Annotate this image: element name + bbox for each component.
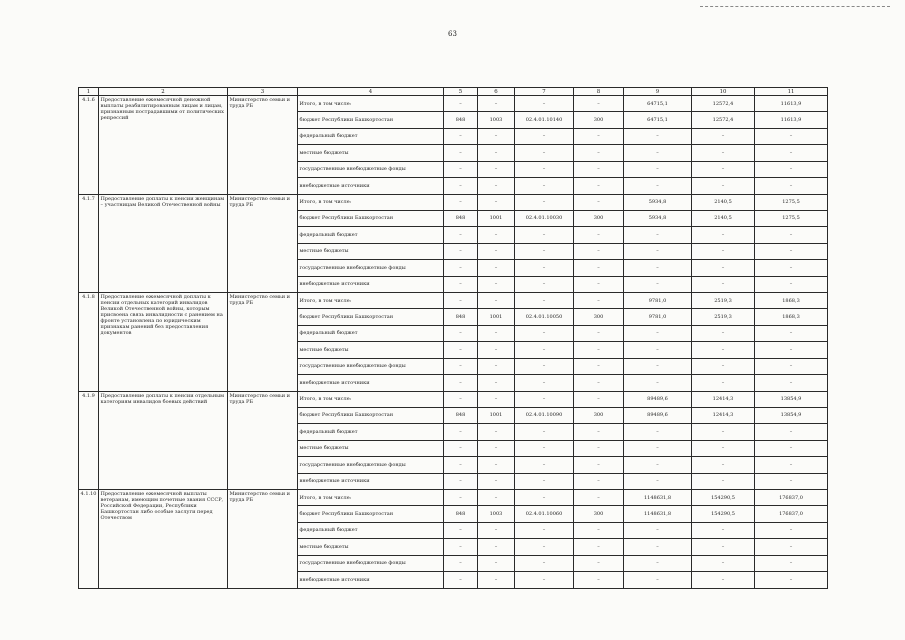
value-cell: – (574, 539, 624, 556)
top-rule (700, 6, 890, 7)
value-cell: – (574, 96, 624, 112)
value-cell: – (755, 161, 828, 178)
value-cell: 300 (574, 210, 624, 227)
value-cell: – (692, 260, 755, 277)
value-cell: – (574, 424, 624, 441)
funding-source: Итого, в том числе: (298, 293, 444, 309)
value-cell: – (444, 522, 478, 539)
value-cell: 12572,4 (692, 112, 755, 129)
value-cell: – (755, 243, 828, 260)
value-cell: – (478, 260, 515, 277)
table-row (79, 391, 828, 407)
value-cell: 1275,5 (755, 210, 828, 227)
value-cell: – (574, 391, 624, 407)
column-number-row (79, 88, 828, 96)
value-cell: 64715,1 (624, 112, 692, 129)
value-cell: – (574, 260, 624, 277)
value-cell: – (624, 227, 692, 244)
funding-source: государственные внебюджетные фонды (298, 260, 444, 277)
value-cell: 2140,5 (692, 194, 755, 210)
item-name: Предоставление доплаты к пенсии женщинам – участницам Великой Отечественной войны (99, 194, 228, 293)
funding-source: федеральный бюджет (298, 128, 444, 145)
item-organization: Министерство семьи и труда РБ (228, 391, 298, 490)
value-cell: – (444, 145, 478, 162)
value-cell: – (574, 178, 624, 195)
funding-source: государственные внебюджетные фонды (298, 358, 444, 375)
funding-source: местные бюджеты (298, 243, 444, 260)
value-cell: – (478, 161, 515, 178)
column-number: 5 (444, 88, 478, 96)
item-code: 4.1.7 (79, 194, 99, 293)
value-cell: – (692, 342, 755, 359)
value-cell: – (574, 555, 624, 572)
value-cell: – (624, 539, 692, 556)
funding-source: внебюджетные источники (298, 473, 444, 490)
value-cell: 02.4.01.10090 (515, 407, 574, 424)
funding-source: бюджет Республики Башкортостан (298, 112, 444, 129)
table-row (79, 96, 828, 112)
value-cell: – (515, 555, 574, 572)
value-cell: – (478, 572, 515, 589)
value-cell: – (755, 473, 828, 490)
value-cell: – (624, 178, 692, 195)
funding-source: местные бюджеты (298, 145, 444, 162)
funding-source: местные бюджеты (298, 539, 444, 556)
value-cell: – (444, 490, 478, 506)
value-cell: – (515, 178, 574, 195)
value-cell: – (478, 522, 515, 539)
budget-table (78, 87, 828, 589)
value-cell: – (624, 358, 692, 375)
value-cell: 1003 (478, 112, 515, 129)
value-cell: – (692, 539, 755, 556)
funding-source: местные бюджеты (298, 440, 444, 457)
column-number: 4 (298, 88, 444, 96)
value-cell: – (755, 276, 828, 293)
value-cell: – (755, 145, 828, 162)
value-cell: – (478, 457, 515, 474)
item-code: 4.1.9 (79, 391, 99, 490)
item-name: Предоставление ежемесячной выплаты ветеранам, имеющим почетные звания СССР, Российской Федерации, Республики Башкортостан либо особые заслуги перед Отечеством (99, 490, 228, 589)
value-cell: 12414,3 (692, 391, 755, 407)
value-cell: – (515, 358, 574, 375)
column-number: 11 (755, 88, 828, 96)
value-cell: – (478, 145, 515, 162)
value-cell: 11613,9 (755, 96, 828, 112)
value-cell: – (692, 243, 755, 260)
value-cell: – (624, 440, 692, 457)
value-cell: – (755, 555, 828, 572)
value-cell: – (624, 522, 692, 539)
value-cell: – (444, 227, 478, 244)
item-code: 4.1.6 (79, 96, 99, 195)
value-cell: 1001 (478, 309, 515, 326)
item-organization: Министерство семьи и труда РБ (228, 490, 298, 589)
value-cell: – (574, 194, 624, 210)
value-cell: – (444, 473, 478, 490)
funding-source: Итого, в том числе: (298, 490, 444, 506)
value-cell: 89489,6 (624, 391, 692, 407)
column-number: 9 (624, 88, 692, 96)
value-cell: – (755, 424, 828, 441)
value-cell: 176837,0 (755, 506, 828, 523)
item-name: Предоставление ежемесячной денежной выплаты реабилитированным лицам и лицам, признанным пострадавшими от политических репрессий (99, 96, 228, 195)
value-cell: – (478, 424, 515, 441)
funding-source: государственные внебюджетные фонды (298, 555, 444, 572)
column-number: 10 (692, 88, 755, 96)
value-cell: – (444, 440, 478, 457)
value-cell: – (574, 145, 624, 162)
value-cell: 12414,3 (692, 407, 755, 424)
value-cell: – (515, 440, 574, 457)
value-cell: – (755, 358, 828, 375)
value-cell: 89489,6 (624, 407, 692, 424)
value-cell: – (515, 128, 574, 145)
funding-source: внебюджетные источники (298, 375, 444, 392)
value-cell: – (692, 325, 755, 342)
funding-source: бюджет Республики Башкортостан (298, 309, 444, 326)
value-cell: – (444, 375, 478, 392)
value-cell: – (478, 96, 515, 112)
value-cell: – (692, 522, 755, 539)
value-cell: – (574, 473, 624, 490)
value-cell: – (755, 572, 828, 589)
table-row (79, 490, 828, 506)
value-cell: 02.4.01.10140 (515, 112, 574, 129)
item-organization: Министерство семьи и труда РБ (228, 96, 298, 195)
funding-source: бюджет Республики Башкортостан (298, 210, 444, 227)
value-cell: 848 (444, 506, 478, 523)
funding-source: государственные внебюджетные фонды (298, 161, 444, 178)
value-cell: 2519,3 (692, 293, 755, 309)
funding-source: федеральный бюджет (298, 227, 444, 244)
value-cell: – (574, 293, 624, 309)
value-cell: – (444, 391, 478, 407)
column-number: 6 (478, 88, 515, 96)
value-cell: – (574, 457, 624, 474)
value-cell: – (444, 572, 478, 589)
value-cell: – (692, 145, 755, 162)
value-cell: 300 (574, 309, 624, 326)
value-cell: 848 (444, 309, 478, 326)
value-cell: – (515, 490, 574, 506)
value-cell: – (444, 358, 478, 375)
value-cell: – (574, 572, 624, 589)
value-cell: – (755, 457, 828, 474)
value-cell: – (515, 243, 574, 260)
value-cell: – (515, 325, 574, 342)
value-cell: – (515, 457, 574, 474)
value-cell: 64715,1 (624, 96, 692, 112)
value-cell: – (624, 375, 692, 392)
value-cell: – (692, 424, 755, 441)
value-cell: – (515, 260, 574, 277)
value-cell: – (624, 260, 692, 277)
value-cell: 1001 (478, 210, 515, 227)
value-cell: – (515, 96, 574, 112)
value-cell: 300 (574, 407, 624, 424)
value-cell: – (574, 375, 624, 392)
value-cell: 154290,5 (692, 506, 755, 523)
value-cell: – (574, 342, 624, 359)
value-cell: – (515, 391, 574, 407)
value-cell: – (624, 325, 692, 342)
value-cell: 154290,5 (692, 490, 755, 506)
value-cell: 848 (444, 407, 478, 424)
funding-source: бюджет Республики Башкортостан (298, 407, 444, 424)
value-cell: – (444, 424, 478, 441)
value-cell: – (515, 276, 574, 293)
value-cell: 176837,0 (755, 490, 828, 506)
value-cell: – (755, 522, 828, 539)
value-cell: – (624, 555, 692, 572)
value-cell: – (444, 96, 478, 112)
funding-source: внебюджетные источники (298, 276, 444, 293)
item-organization: Министерство семьи и труда РБ (228, 194, 298, 293)
value-cell: – (624, 145, 692, 162)
value-cell: – (478, 555, 515, 572)
value-cell: 12572,4 (692, 96, 755, 112)
value-cell: – (692, 457, 755, 474)
value-cell: – (624, 161, 692, 178)
value-cell: – (692, 440, 755, 457)
funding-source: внебюджетные источники (298, 572, 444, 589)
value-cell: 2140,5 (692, 210, 755, 227)
value-cell: – (574, 276, 624, 293)
value-cell: – (444, 243, 478, 260)
value-cell: – (574, 128, 624, 145)
value-cell: 1868,3 (755, 309, 828, 326)
value-cell: – (692, 555, 755, 572)
value-cell: – (444, 342, 478, 359)
value-cell: – (692, 276, 755, 293)
value-cell: 848 (444, 112, 478, 129)
value-cell: 11613,9 (755, 112, 828, 129)
value-cell: – (624, 276, 692, 293)
column-number: 1 (79, 88, 99, 96)
value-cell: – (755, 260, 828, 277)
funding-source: Итого, в том числе: (298, 96, 444, 112)
value-cell: – (574, 358, 624, 375)
value-cell: – (755, 342, 828, 359)
value-cell: – (444, 293, 478, 309)
value-cell: – (515, 375, 574, 392)
value-cell: 02.4.01.10030 (515, 210, 574, 227)
value-cell: 5934,8 (624, 210, 692, 227)
value-cell: – (444, 539, 478, 556)
value-cell: – (755, 178, 828, 195)
value-cell: 300 (574, 112, 624, 129)
value-cell: 13854,9 (755, 391, 828, 407)
value-cell: 1148631,8 (624, 506, 692, 523)
column-number: 7 (515, 88, 574, 96)
value-cell: – (574, 243, 624, 260)
value-cell: 1148631,8 (624, 490, 692, 506)
value-cell: – (478, 440, 515, 457)
value-cell: – (515, 342, 574, 359)
value-cell: 9781,0 (624, 293, 692, 309)
funding-source: местные бюджеты (298, 342, 444, 359)
funding-source: федеральный бюджет (298, 522, 444, 539)
value-cell: 02.4.01.10060 (515, 506, 574, 523)
value-cell: – (478, 227, 515, 244)
value-cell: – (444, 194, 478, 210)
value-cell: – (692, 128, 755, 145)
value-cell: – (755, 128, 828, 145)
value-cell: 13854,9 (755, 407, 828, 424)
funding-source: федеральный бюджет (298, 325, 444, 342)
value-cell: – (515, 424, 574, 441)
value-cell: 300 (574, 506, 624, 523)
value-cell: – (478, 325, 515, 342)
funding-source: внебюджетные источники (298, 178, 444, 195)
value-cell: 848 (444, 210, 478, 227)
value-cell: – (755, 539, 828, 556)
value-cell: – (478, 473, 515, 490)
value-cell: – (755, 375, 828, 392)
value-cell: – (478, 293, 515, 309)
value-cell: – (624, 342, 692, 359)
table-row (79, 194, 828, 210)
value-cell: – (624, 457, 692, 474)
value-cell: 1868,3 (755, 293, 828, 309)
value-cell: – (478, 375, 515, 392)
value-cell: – (515, 572, 574, 589)
value-cell: 1275,5 (755, 194, 828, 210)
value-cell: 1001 (478, 407, 515, 424)
value-cell: – (478, 358, 515, 375)
funding-source: Итого, в том числе: (298, 194, 444, 210)
value-cell: – (478, 342, 515, 359)
value-cell: – (515, 227, 574, 244)
funding-source: бюджет Республики Башкортостан (298, 506, 444, 523)
value-cell: – (515, 293, 574, 309)
column-number: 3 (228, 88, 298, 96)
column-number: 2 (99, 88, 228, 96)
table-row (79, 293, 828, 309)
funding-source: государственные внебюджетные фонды (298, 457, 444, 474)
item-organization: Министерство семьи и труда РБ (228, 293, 298, 392)
value-cell: – (478, 194, 515, 210)
value-cell: – (574, 227, 624, 244)
value-cell: – (444, 457, 478, 474)
value-cell: – (574, 325, 624, 342)
value-cell: 9781,0 (624, 309, 692, 326)
value-cell: – (478, 276, 515, 293)
value-cell: – (478, 128, 515, 145)
value-cell: – (755, 440, 828, 457)
value-cell: – (692, 473, 755, 490)
value-cell: – (574, 522, 624, 539)
value-cell: – (624, 243, 692, 260)
value-cell: – (444, 260, 478, 277)
value-cell: – (574, 490, 624, 506)
value-cell: – (692, 572, 755, 589)
item-name: Предоставление доплаты к пенсии отдельным категориям инвалидов боевых действий (99, 391, 228, 490)
value-cell: – (444, 178, 478, 195)
funding-source: федеральный бюджет (298, 424, 444, 441)
value-cell: – (444, 128, 478, 145)
item-code: 4.1.10 (79, 490, 99, 589)
value-cell: – (755, 227, 828, 244)
funding-source: Итого, в том числе: (298, 391, 444, 407)
value-cell: – (574, 161, 624, 178)
value-cell: – (478, 391, 515, 407)
value-cell: – (692, 227, 755, 244)
value-cell: – (515, 522, 574, 539)
value-cell: – (444, 555, 478, 572)
value-cell: – (478, 178, 515, 195)
value-cell: – (755, 325, 828, 342)
value-cell: – (624, 128, 692, 145)
value-cell: – (692, 375, 755, 392)
value-cell: 1003 (478, 506, 515, 523)
value-cell: – (478, 490, 515, 506)
value-cell: – (444, 325, 478, 342)
value-cell: 2519,3 (692, 309, 755, 326)
value-cell: – (515, 539, 574, 556)
value-cell: – (692, 161, 755, 178)
value-cell: – (515, 161, 574, 178)
value-cell: 5934,8 (624, 194, 692, 210)
column-number: 8 (574, 88, 624, 96)
value-cell: – (478, 243, 515, 260)
value-cell: – (692, 358, 755, 375)
item-name: Предоставление ежемесячной доплаты к пенсии отдельных категорий инвалидов Великой Отечественной войны, которым присвоена связь инвалидности с ранением на фронте установлена по юридическим признакам ранений без предоставления документов (99, 293, 228, 392)
value-cell: – (478, 539, 515, 556)
value-cell: – (574, 440, 624, 457)
value-cell: – (692, 178, 755, 195)
value-cell: – (624, 424, 692, 441)
value-cell: – (515, 473, 574, 490)
value-cell: – (624, 572, 692, 589)
item-code: 4.1.8 (79, 293, 99, 392)
page-number: 63 (448, 30, 457, 38)
value-cell: – (444, 161, 478, 178)
value-cell: – (515, 145, 574, 162)
value-cell: 02.4.01.10050 (515, 309, 574, 326)
value-cell: – (444, 276, 478, 293)
value-cell: – (624, 473, 692, 490)
value-cell: – (515, 194, 574, 210)
